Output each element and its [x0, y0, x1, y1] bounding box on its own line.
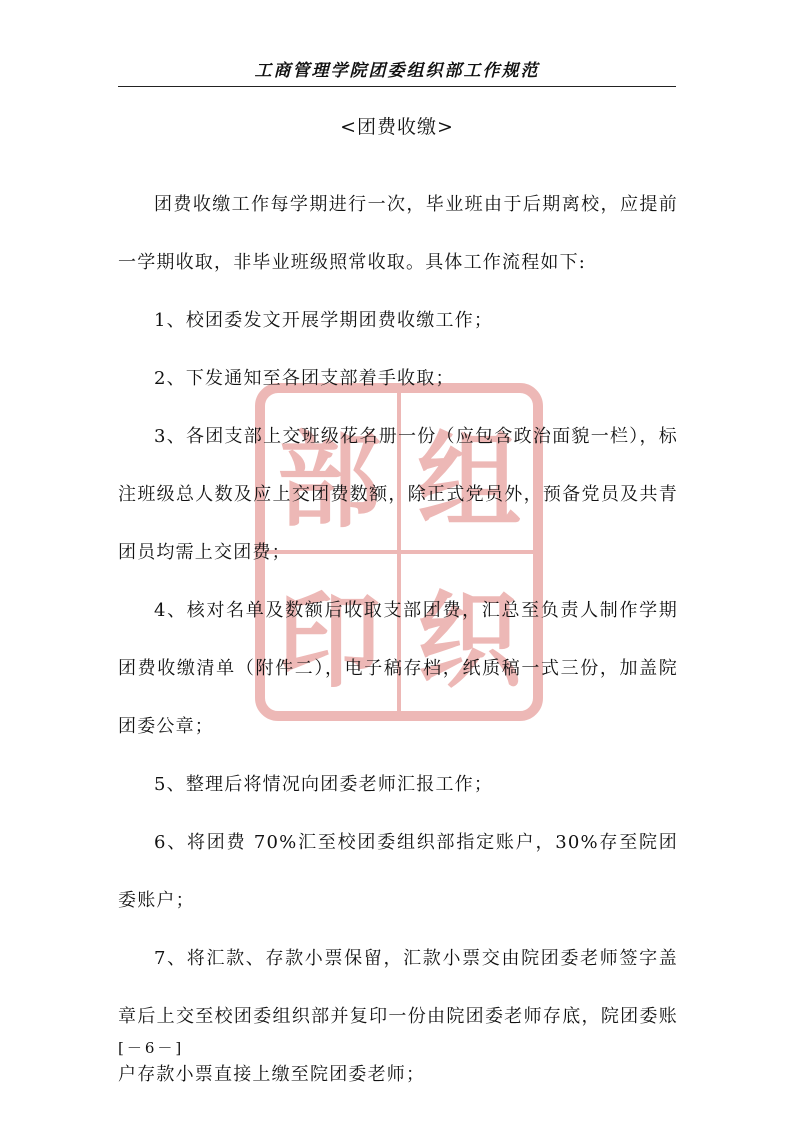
seal-char-1: 组	[416, 419, 522, 542]
step-2-paragraph: 2、下发通知至各团支部着手收取；	[154, 368, 455, 389]
step-7-paragraph: 7、将汇款、存款小票保留，汇款小票交由院团委老师签字盖章后上交至校团委组织部并复印一份由院团委老师存底，院团委账户存款小票直接上缴至院团委老师；	[118, 948, 678, 1085]
seal-char-3: 部	[276, 419, 382, 542]
seal-char-2: 织	[416, 579, 522, 702]
step-1-paragraph: 1、校团委发文开展学期团费收缴工作；	[154, 310, 494, 331]
document-body	[118, 176, 678, 1104]
step-6-paragraph: 6、将团费 70%汇至校团委组织部指定账户，30%存至院团委账户；	[118, 832, 678, 911]
page-number: [－6－]	[118, 1039, 185, 1057]
step-5-paragraph: 5、整理后将情况向团委老师汇报工作；	[154, 774, 494, 795]
document-header: 工商管理学院团委组织部工作规范	[118, 56, 676, 87]
intro-paragraph: 团费收缴工作每学期进行一次，毕业班由于后期离校，应提前一学期收取，非毕业班级照常收取。具体工作流程如下:	[118, 194, 678, 273]
seal-char-4: 印	[276, 579, 382, 702]
section-title: <团费收缴>	[340, 116, 454, 138]
step-3-paragraph: 3、各团支部上交班级花名册一份（应包含政治面貌一栏），标注班级总人数及应上交团费数额，除正式党员外，预备党员及共青团员均需上交团费；	[118, 426, 678, 563]
step-4-paragraph: 4、核对名单及数额后收取支部团费，汇总至负责人制作学期团费收缴清单（附件二），电子稿存档，纸质稿一式三份，加盖院团委公章；	[118, 600, 678, 737]
